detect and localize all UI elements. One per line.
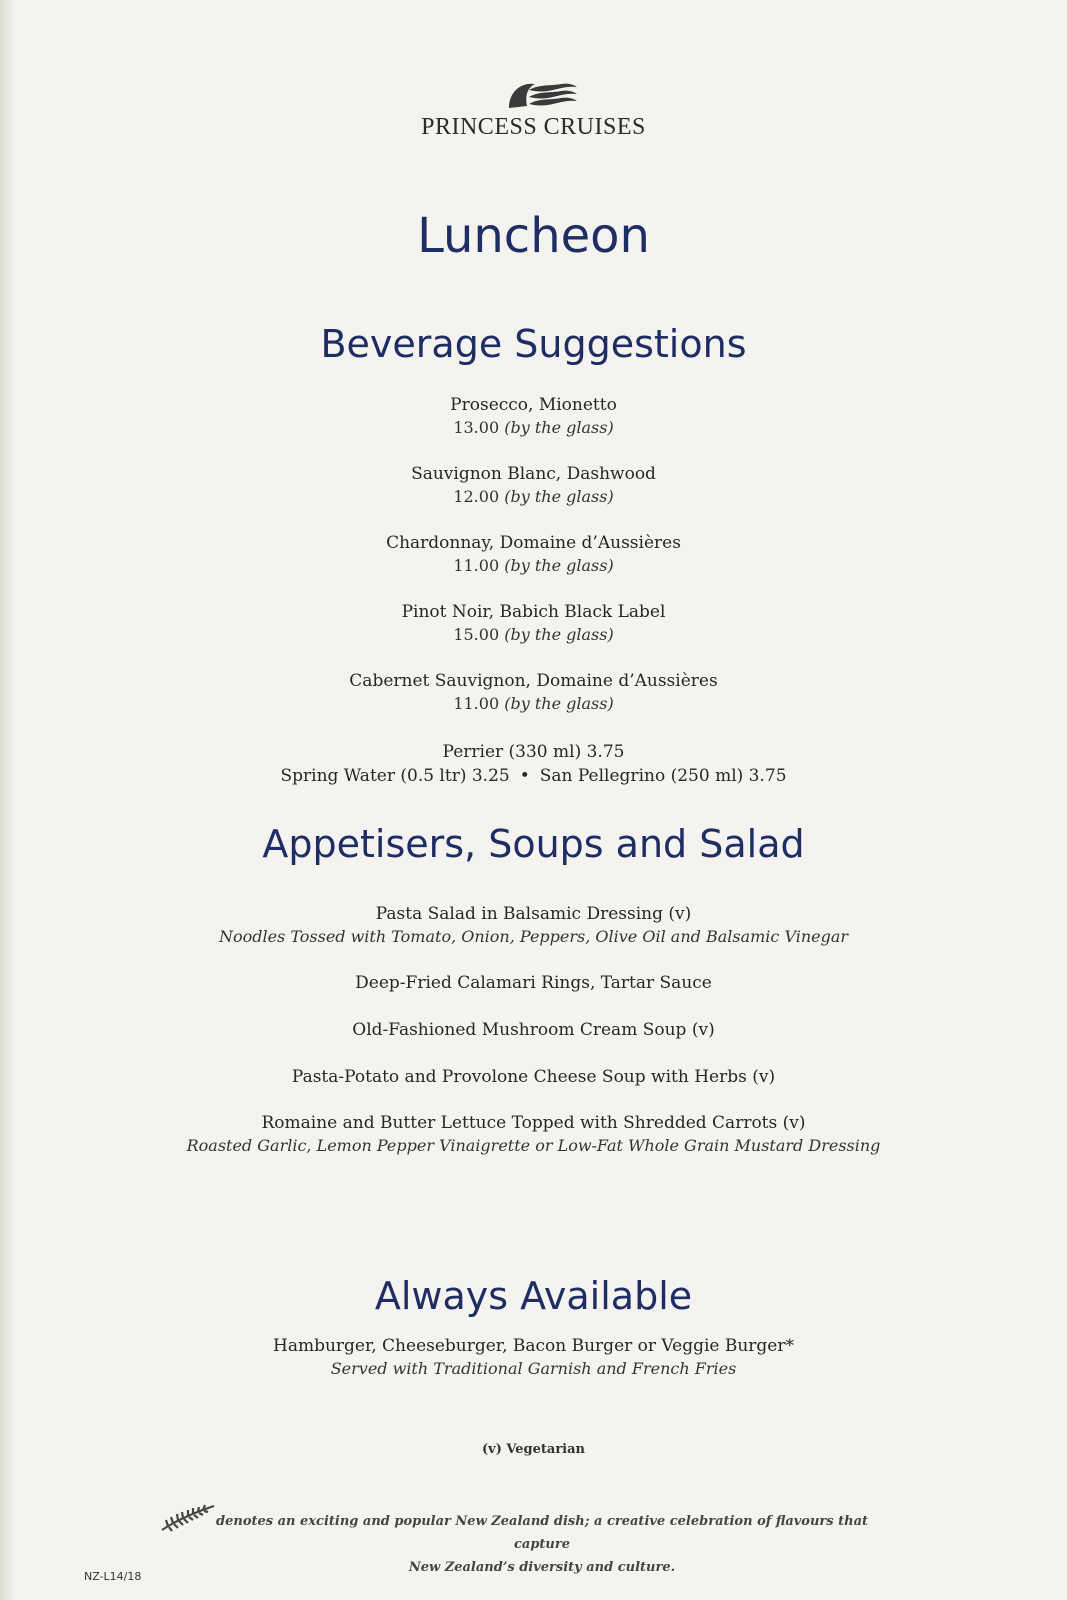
beverage-name: Chardonnay, Domaine d’Aussières: [386, 533, 681, 553]
appetiser-item: [0, 1111, 1067, 1157]
wave-logo-icon: [505, 78, 579, 114]
spring-water: Spring Water (0.5 ltr) 3.25: [280, 766, 510, 786]
beverage-price: [0, 693, 1067, 715]
appetiser-item: [0, 1018, 1067, 1042]
water-line: [0, 764, 1067, 788]
bullet-separator: •: [519, 766, 530, 786]
nz-note-line: New Zealand’s diversity and culture.: [408, 1560, 676, 1575]
silver-fern-icon: [160, 1502, 216, 1532]
price-value: 11.00: [453, 556, 500, 575]
appetiser-item: [0, 902, 1067, 948]
dish-name: Pasta Salad in Balsamic Dressing (v): [375, 904, 692, 924]
beverage-price: [0, 624, 1067, 646]
appetiser-item: [0, 1065, 1067, 1089]
beverage-price: [0, 555, 1067, 577]
nz-note-line: denotes an exciting and popular New Zealand dish; a creative celebration of flavours that capture: [216, 1514, 868, 1552]
price-value: 13.00: [453, 418, 500, 437]
new-zealand-note: [160, 1502, 920, 1575]
beverage-item: [0, 669, 1067, 715]
water-list: [0, 740, 1067, 788]
menu-code: NZ-L14/18: [84, 1570, 142, 1583]
price-note: (by the glass): [504, 625, 614, 644]
always-available-heading: Always Available: [374, 1274, 693, 1318]
dish-description: Noodles Tossed with Tomato, Onion, Peppers, Olive Oil and Balsamic Vinegar: [218, 927, 849, 946]
beverage-heading: Beverage Suggestions: [320, 322, 747, 366]
beverage-price: [0, 486, 1067, 508]
beverage-price: [0, 417, 1067, 439]
nz-note-text: [212, 1510, 872, 1579]
price-value: 11.00: [453, 694, 500, 713]
dish-name: Pasta-Potato and Provolone Cheese Soup with Herbs (v): [291, 1067, 776, 1087]
price-note: (by the glass): [504, 694, 614, 713]
appetiser-item: [0, 971, 1067, 995]
vegetarian-legend: (v) Vegetarian: [482, 1442, 585, 1457]
always-available-item: [0, 1334, 1067, 1380]
appetisers-heading: Appetisers, Soups and Salad: [262, 822, 805, 866]
perrier-line: Perrier (330 ml) 3.75: [442, 742, 625, 762]
brand-name: PRINCESS CRUISES: [421, 114, 646, 140]
beverage-item: [0, 393, 1067, 439]
dish-name: Deep-Fried Calamari Rings, Tartar Sauce: [355, 973, 712, 993]
dish-name: Hamburger, Cheeseburger, Bacon Burger or Veggie Burger*: [273, 1336, 794, 1356]
beverage-item: [0, 600, 1067, 646]
dish-name: Romaine and Butter Lettuce Topped with Shredded Carrots (v): [261, 1113, 806, 1133]
beverage-item: [0, 462, 1067, 508]
beverage-name: Sauvignon Blanc, Dashwood: [411, 464, 656, 484]
beverage-name: Cabernet Sauvignon, Domaine d’Aussières: [349, 671, 718, 691]
dish-name: Old-Fashioned Mushroom Cream Soup (v): [352, 1020, 715, 1040]
beverage-name: Pinot Noir, Babich Black Label: [401, 602, 666, 622]
menu-title: Luncheon: [417, 208, 650, 264]
price-note: (by the glass): [504, 487, 614, 506]
price-note: (by the glass): [504, 418, 614, 437]
dish-description: Roasted Garlic, Lemon Pepper Vinaigrette or Low-Fat Whole Grain Mustard Dressing: [186, 1136, 881, 1155]
beverage-name: Prosecco, Mionetto: [450, 395, 617, 415]
price-value: 15.00: [453, 625, 500, 644]
price-value: 12.00: [453, 487, 500, 506]
beverage-item: [0, 531, 1067, 577]
san-pellegrino: San Pellegrino (250 ml) 3.75: [539, 766, 787, 786]
dish-description: Served with Traditional Garnish and French Fries: [330, 1359, 737, 1378]
price-note: (by the glass): [504, 556, 614, 575]
